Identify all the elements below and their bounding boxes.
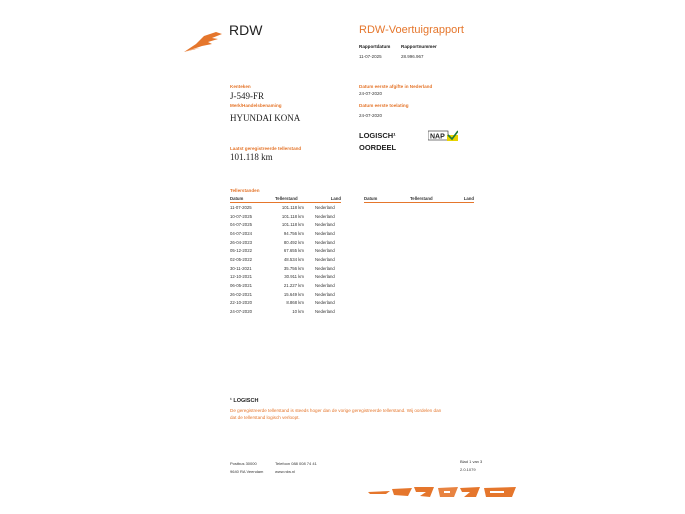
cell-land: Nederland [315, 274, 335, 280]
afgifte-label: Datum eerste afgifte in Nederland [359, 84, 433, 89]
col-tellerstand-header-2: Tellerstand [410, 195, 450, 203]
kenteken-label: Kenteken [230, 84, 251, 89]
rapportdatum-value: 11-07-2025 [359, 54, 382, 59]
cell-tellerstand: 101.118 km [281, 222, 304, 228]
cell-datum: 26-04-2023 [230, 239, 252, 245]
cell-tellerstand: 30.911 km [284, 274, 304, 280]
footnote-text [230, 407, 490, 421]
cell-land: Nederland [315, 222, 335, 228]
verdict-line1: LOGISCH¹ [359, 131, 396, 140]
cell-datum: 30-11-2021 [230, 265, 252, 271]
cell-land: Nederland [315, 239, 335, 245]
rapportdatum-label: Rapportdatum [359, 44, 391, 49]
rdw-logo-icon [182, 30, 224, 54]
footer-stripes-icon [368, 485, 518, 499]
cell-tellerstand: 8.868 km [286, 300, 304, 306]
col-datum-header-2: Datum [364, 195, 410, 203]
cell-tellerstand: 48.534 km [283, 256, 304, 262]
table-row [230, 203, 341, 212]
cell-tellerstand: 10 km [292, 309, 304, 315]
col-land-header: Land [304, 195, 341, 203]
table-row [230, 238, 341, 247]
tellerstanden-table [230, 195, 341, 316]
table-row [230, 220, 341, 229]
nap-logo-icon [428, 129, 458, 141]
cell-land: Nederland [315, 300, 335, 306]
table-row [230, 246, 341, 255]
footnote-text-line1: De geregistreerde tellerstand is steeds hoger dan de vorige geregistreerde tellerstand. Wij oordelen dan [230, 408, 442, 413]
footer-website: www.rdw.nl [275, 469, 296, 474]
cell-datum: 11-07-2025 [230, 204, 252, 210]
cell-land: Nederland [315, 283, 335, 289]
cell-land: Nederland [315, 291, 335, 297]
cell-datum: 12-10-2021 [230, 274, 252, 280]
table-header-row [364, 195, 474, 203]
toelating-value: 24-07-2020 [359, 113, 383, 118]
cell-datum: 26-02-2021 [230, 291, 252, 297]
footnote-text-line2: dat de tellerstand logisch verloopt. [230, 415, 300, 420]
nap-logo-text: NAP [430, 133, 445, 141]
cell-tellerstand: 15.649 km [283, 291, 304, 297]
table-row [230, 273, 341, 282]
merk-label: Merk/Handelsbenaming [230, 103, 282, 108]
footer-postcode: 9640 RA Veendam [230, 469, 264, 474]
cell-datum: 22-10-2020 [230, 300, 252, 306]
cell-land: Nederland [315, 213, 335, 219]
footer-code: 2.0.1079 [460, 467, 476, 472]
rapportnummer-label: Rapportnummer [401, 44, 437, 49]
cell-tellerstand: 67.655 km [283, 248, 304, 254]
table-row [230, 255, 341, 264]
org-name: RDW [229, 22, 263, 38]
cell-tellerstand: 94.756 km [283, 230, 304, 236]
tellerstand-label: Laatst geregistreerde tellerstand [230, 146, 302, 151]
cell-datum: 02-05-2022 [230, 256, 252, 262]
cell-datum: 24-07-2020 [230, 309, 252, 315]
tellerstand-value: 101.118 km [230, 152, 273, 162]
footer-blad: Blad 1 van 3 [460, 459, 483, 464]
table-row [230, 229, 341, 238]
tellerstanden-title: Tellerstanden [230, 188, 260, 193]
footer-telefoon: Telefoon 088 008 74 41 [275, 461, 317, 466]
cell-land: Nederland [315, 230, 335, 236]
footnote-title: ¹ LOGISCH [230, 398, 259, 404]
cell-datum: 05-12-2022 [230, 248, 252, 254]
table-row [230, 264, 341, 273]
table-row [230, 290, 341, 299]
table-header-row [230, 195, 341, 203]
cell-tellerstand: 101.118 km [281, 213, 304, 219]
tellerstanden-table-2 [364, 195, 474, 203]
footer-postbus: Postbus 30000 [230, 461, 257, 466]
cell-land: Nederland [315, 248, 335, 254]
merk-value: HYUNDAI KONA [230, 113, 301, 123]
table-row [230, 299, 341, 308]
cell-land: Nederland [315, 265, 335, 271]
cell-land: Nederland [315, 256, 335, 262]
cell-datum: 04-07-2024 [230, 230, 252, 236]
rapportnummer-value: 28.996.967 [401, 54, 424, 59]
table-row [230, 281, 341, 290]
cell-datum: 06-05-2021 [230, 283, 252, 289]
kenteken-value: J-549-FR [230, 91, 265, 101]
cell-tellerstand: 80.492 km [283, 239, 304, 245]
cell-land: Nederland [315, 204, 335, 210]
toelating-label: Datum eerste toelating [359, 103, 409, 108]
table-row [230, 212, 341, 221]
cell-land: Nederland [315, 309, 335, 315]
cell-tellerstand: 21.227 km [283, 283, 304, 289]
cell-datum: 04-07-2025 [230, 222, 252, 228]
col-land-header-2: Land [450, 195, 474, 203]
table-row [230, 307, 341, 316]
afgifte-value: 24-07-2020 [359, 91, 383, 96]
cell-datum: 10-07-2025 [230, 213, 252, 219]
col-tellerstand-header: Tellerstand [275, 195, 304, 203]
cell-tellerstand: 101.118 km [281, 204, 304, 210]
verdict-line2: OORDEEL [359, 143, 397, 152]
col-datum-header: Datum [230, 195, 275, 203]
report-title: RDW-Voertuigrapport [359, 24, 464, 36]
cell-tellerstand: 35.756 km [283, 265, 304, 271]
